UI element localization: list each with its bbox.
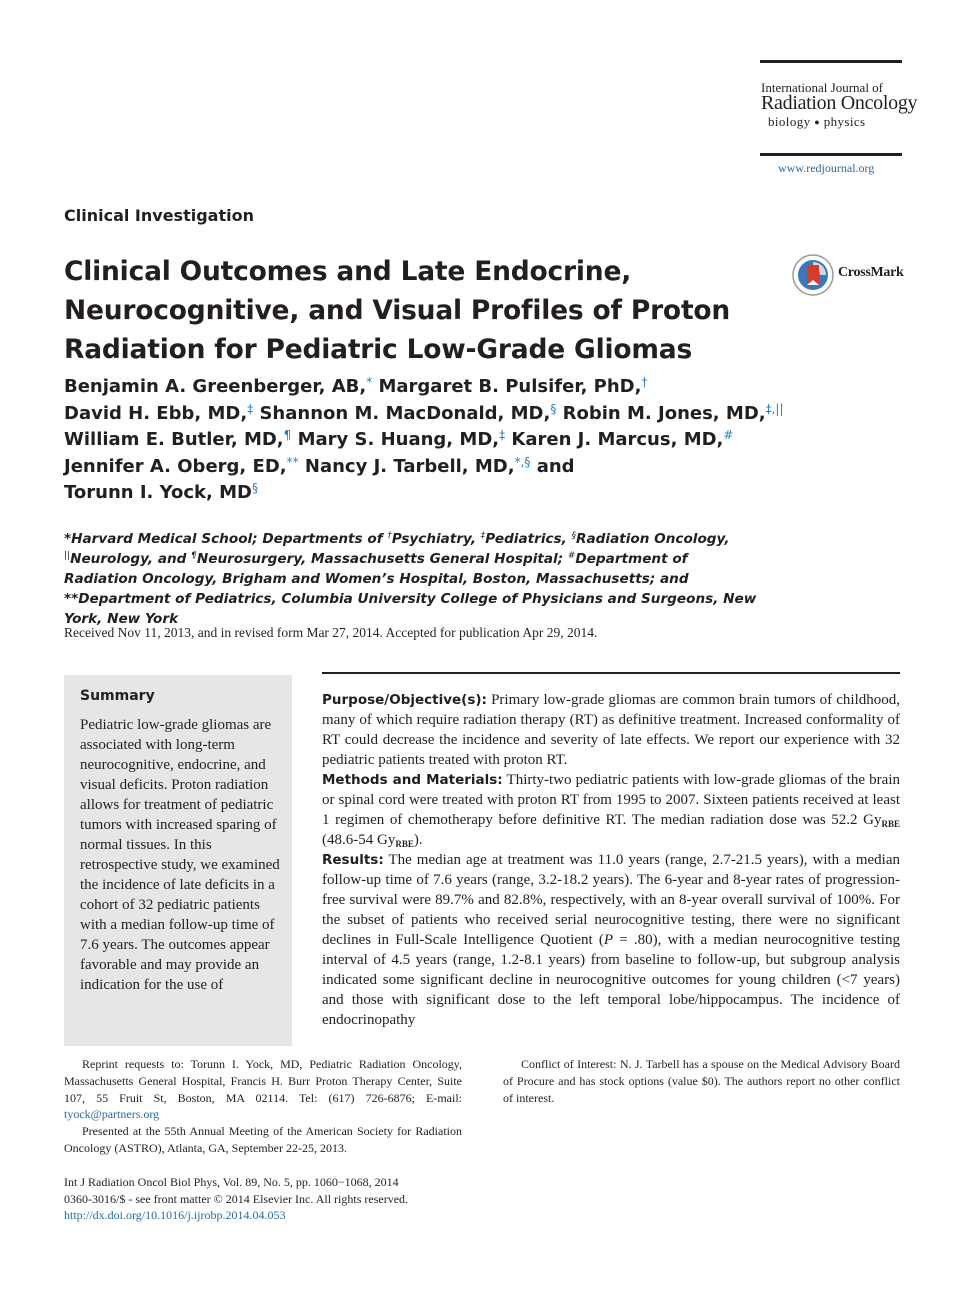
author-name: Robin M. Jones, MD, bbox=[562, 402, 766, 424]
author-affiliation-mark[interactable]: § bbox=[550, 401, 557, 416]
abstract-top-rule bbox=[322, 672, 900, 674]
abstract-results-text: The median age at treatment was 11.0 years (range, 2.7-21.5 years), with a median follow-up time of 7.6 years (range, 3.2-18.2 years). The 6-year and 8-year rates of progression-free survival were 89.7% and 82.8%, respectively, with an 8-year overall survival of 100%. For the subset of patients who received serial neurocognitive testing, there were no significant declines in Full-Scale Intelligence Quotient ( bbox=[322, 852, 900, 948]
section-label: Clinical Investigation bbox=[64, 206, 254, 225]
author-name: Shannon M. MacDonald, MD, bbox=[259, 402, 551, 424]
rbe-subscript: RBE bbox=[881, 819, 900, 829]
affiliation-text: Pediatrics, bbox=[485, 531, 572, 547]
author-conjunction: and bbox=[536, 455, 575, 477]
conflict-of-interest: Conflict of Interest: N. J. Tarbell has a spouse on the Medical Advisory Board of Procure and has stock options (value $0). The authors report no other conflict of interest. bbox=[503, 1057, 900, 1105]
author-name: David H. Ebb, MD, bbox=[64, 402, 248, 424]
journal-physics: physics bbox=[823, 114, 866, 129]
affiliation-mark: # bbox=[567, 551, 576, 561]
rbe-subscript: RBE bbox=[395, 839, 414, 849]
citation-block bbox=[64, 1174, 484, 1224]
affiliation-mark: § bbox=[571, 531, 577, 541]
abstract bbox=[322, 690, 900, 1032]
abstract-purpose bbox=[322, 690, 900, 770]
affiliation-mark: ‡ bbox=[480, 531, 486, 541]
author-affiliation-mark[interactable]: * bbox=[366, 375, 373, 389]
article-title: Clinical Outcomes and Late Endocrine, Neurocognitive, and Visual Profiles of Proton Radiation for Pediatric Low-Grade Gliomas bbox=[64, 256, 731, 365]
abstract-results-label: Results: bbox=[322, 852, 384, 868]
received-dates: Received Nov 11, 2013, and in revised form Mar 27, 2014. Accepted for publication Apr 29, 2014. bbox=[64, 625, 598, 640]
journal-separator: ● bbox=[814, 117, 821, 127]
author-affiliation-mark[interactable]: † bbox=[641, 375, 648, 389]
footnotes-left bbox=[64, 1056, 462, 1157]
abstract-results-text: = .80), with a median neurocognitive testing interval of 4.5 years (range, 1.2-8.1 years) from baseline to follow-up, but subgroup analysis indicated some significant decline in neurocognitive outcomes for young children (<7 years) and those with significant dose to the left temporal lobe/hippocampus. The incidence of endocrinopathy bbox=[322, 932, 900, 1028]
doi-link[interactable]: http://dx.doi.org/10.1016/j.ijrobp.2014.04.053 bbox=[64, 1208, 286, 1222]
abstract-methods-label: Methods and Materials: bbox=[322, 772, 503, 788]
abstract-purpose-text: Primary low-grade gliomas are common brain tumors of childhood, many of which require radiation therapy (RT) as definitive treatment. Increased conformality of RT could decrease the incidence and severity of late effects. We report our experience with 32 pediatric patients treated with proton RT. bbox=[322, 692, 900, 768]
author-line bbox=[64, 427, 824, 454]
citation-line: Int J Radiation Oncol Biol Phys, Vol. 89, No. 5, pp. 1060−1068, 2014 bbox=[64, 1175, 399, 1189]
affiliation-mark: ¶ bbox=[191, 551, 197, 561]
affiliation-text: Radiation Oncology, bbox=[576, 531, 730, 547]
reprint-requests bbox=[64, 1056, 462, 1123]
author-affiliation-mark[interactable]: ¶ bbox=[283, 428, 292, 442]
author-name: Jennifer A. Oberg, ED, bbox=[64, 455, 287, 477]
affiliation-mark: † bbox=[387, 531, 392, 541]
footnotes-right bbox=[503, 1056, 900, 1106]
affiliation-text: Neurosurgery, Massachusetts General Hospital; bbox=[196, 551, 568, 567]
p-value-symbol: P bbox=[603, 932, 614, 948]
abstract-methods-text: Thirty-two pediatric patients with low-grade gliomas of the brain or spinal cord were treated with proton RT from 1995 to 2007. Sixteen patients received at least 1 regimen of chemotherapy before definitive RT. The median radiation dose was 52.2 Gy bbox=[322, 772, 900, 828]
author-name: Margaret B. Pulsifer, PhD, bbox=[378, 376, 642, 397]
author-affiliation-mark[interactable]: § bbox=[252, 481, 258, 495]
affiliation-text: Psychiatry, bbox=[391, 531, 481, 547]
affiliation-text: *Harvard Medical School; Departments of bbox=[64, 531, 388, 547]
copyright-line: 0360-3016/$ - see front matter © 2014 Elsevier Inc. All rights reserved. bbox=[64, 1191, 409, 1206]
author-affiliation-mark[interactable]: ‡ bbox=[499, 428, 506, 442]
journal-biology: biology bbox=[768, 114, 811, 129]
author-name: Karen J. Marcus, MD, bbox=[511, 429, 724, 450]
summary-text: Pediatric low-grade gliomas are associated with long-term neurocognitive, endocrine, and visual deficits. Proton radiation allows for treatment of pediatric tumors with increased sparing of normal tissues. In this retrospective study, we examined the incidence of late deficits in a cohort of 32 pediatric patients with a median follow-up time of 7.6 years. The outcomes appear favorable and may provide an indication for the use of bbox=[80, 717, 280, 993]
author-line bbox=[64, 401, 824, 428]
crossmark-icon bbox=[792, 254, 834, 296]
abstract-methods bbox=[322, 770, 900, 850]
affiliation-text: Neurology, and bbox=[70, 551, 192, 567]
author-affiliation-mark[interactable]: ** bbox=[286, 454, 299, 469]
journal-name-line2: Radiation Oncology bbox=[761, 92, 918, 114]
author-name: Benjamin A. Greenberger, AB, bbox=[64, 376, 367, 397]
author-list bbox=[64, 374, 824, 507]
author-line bbox=[64, 374, 824, 401]
email-link[interactable]: tyock@partners.org bbox=[64, 1107, 160, 1122]
affiliations bbox=[64, 529, 764, 629]
author-name: William E. Butler, MD, bbox=[64, 429, 284, 450]
journal-rule-top bbox=[760, 60, 902, 63]
journal-name-line3 bbox=[768, 114, 866, 130]
author-line bbox=[64, 480, 824, 507]
abstract-methods-text: (48.6-54 Gy bbox=[322, 832, 396, 848]
journal-rule-bottom bbox=[760, 153, 902, 156]
crossmark-label: CrossMark bbox=[838, 265, 904, 280]
author-name: Nancy J. Tarbell, MD, bbox=[304, 455, 515, 477]
author-name: Torunn I. Yock, MD bbox=[64, 482, 252, 503]
abstract-methods-text: ). bbox=[413, 832, 423, 848]
summary-heading: Summary bbox=[80, 688, 155, 704]
author-affiliation-mark[interactable]: # bbox=[723, 428, 734, 442]
author-name: Mary S. Huang, MD, bbox=[297, 429, 500, 450]
journal-name-line1: International Journal of bbox=[761, 80, 884, 95]
author-affiliation-mark[interactable]: ‡ bbox=[247, 401, 254, 416]
abstract-purpose-label: Purpose/Objective(s): bbox=[322, 692, 487, 708]
abstract-results bbox=[322, 850, 900, 1030]
affiliation-text: Department of Radiation Oncology, Brigham and Women’s Hospital, Boston, Massachusetts; and **Department of Pediatrics, Columbia University College of Physicians and Surgeons, New York, New York bbox=[64, 551, 757, 627]
crossmark-badge[interactable] bbox=[792, 254, 932, 298]
reprint-text: Reprint requests to: Torunn I. Yock, MD, Pediatric Radiation Oncology, Massachusetts General Hospital, Francis H. Burr Proton Therapy Center, Suite 107, 55 Fruit St, Boston, MA 02114. Tel: (617) 726-6876; E-mail: bbox=[64, 1057, 462, 1105]
affiliation-mark: || bbox=[64, 551, 71, 561]
summary-box bbox=[64, 675, 292, 1046]
author-affiliation-mark[interactable]: ‡,|| bbox=[765, 401, 784, 416]
presented-note: Presented at the 55th Annual Meeting of the American Society for Radiation Oncology (ASTRO), Atlanta, GA, September 22-25, 2013. bbox=[64, 1124, 462, 1155]
journal-url-link[interactable]: www.redjournal.org bbox=[778, 161, 875, 175]
author-affiliation-mark[interactable]: *,§ bbox=[514, 454, 531, 469]
author-line bbox=[64, 454, 824, 481]
